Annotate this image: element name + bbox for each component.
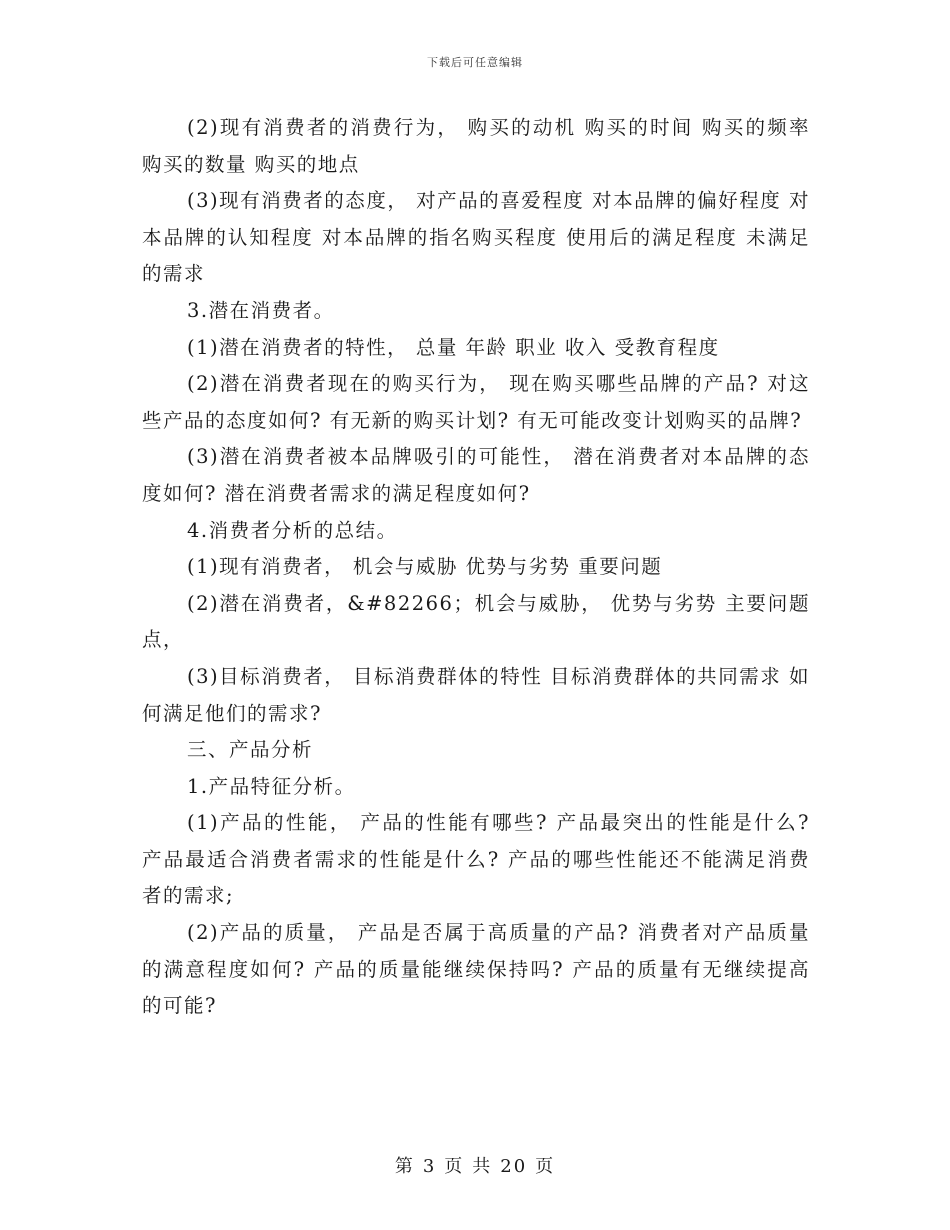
paragraph: (2)现有消费者的消费行为， 购买的动机 购买的时间 购买的频率 购买的数量 购买的地点 — [142, 116, 810, 176]
paragraph: (3)潜在消费者被本品牌吸引的可能性， 潜在消费者对本品牌的态度如何? 潜在消费者需求的满足程度如何? — [142, 445, 810, 505]
paragraph: 4.消费者分析的总结。 — [187, 518, 398, 542]
paragraph: (3)现有消费者的态度， 对产品的喜爱程度 对本品牌的偏好程度 对本品牌的认知程度 对本品牌的指名购买程度 使用后的满足程度 未满足的需求 — [142, 189, 810, 286]
footer-prefix: 第 — [394, 1156, 415, 1177]
footer-total-prefix: 共 — [472, 1156, 493, 1177]
section-heading: 三、产品分析 — [187, 738, 314, 762]
paragraph: (2)产品的质量， 产品是否属于高质量的产品? 消费者对产品质量的满意程度如何? 产品的质量能继续保持吗? 产品的质量有无继续提高的可能? — [142, 921, 810, 1018]
total-pages: 20 — [500, 1156, 528, 1177]
paragraph: (1)产品的性能， 产品的性能有哪些? 产品最突出的性能是什么? 产品最适合消费者需求的性能是什么? 产品的哪些性能还不能满足消费者的需求; — [142, 811, 810, 908]
paragraph: (1)现有消费者， 机会与威胁 优势与劣势 重要问题 — [187, 555, 663, 579]
page-number: 3 — [422, 1156, 437, 1177]
page-header: 下载后可任意编辑 — [427, 56, 523, 69]
paragraph: (2)潜在消费者，&#82266；机会与威胁， 优势与劣势 主要问题点， — [142, 591, 810, 652]
page-footer — [0, 1152, 950, 1178]
paragraph: (3)目标消费者， 目标消费群体的特性 目标消费群体的共同需求 如何满足他们的需求? — [142, 664, 810, 725]
footer-total-unit: 页 — [535, 1156, 556, 1177]
paragraph: (1)潜在消费者的特性， 总量 年龄 职业 收入 受教育程度 — [187, 335, 720, 359]
paragraph: 3.潜在消费者。 — [187, 298, 335, 322]
document-body — [142, 110, 810, 1025]
footer-page-unit: 页 — [444, 1156, 465, 1177]
paragraph: 1.产品特征分析。 — [187, 774, 356, 798]
paragraph: (2)潜在消费者现在的购买行为， 现在购买哪些品牌的产品? 对这些产品的态度如何? 有无新的购买计划? 有无可能改变计划购买的品牌? — [142, 372, 810, 432]
